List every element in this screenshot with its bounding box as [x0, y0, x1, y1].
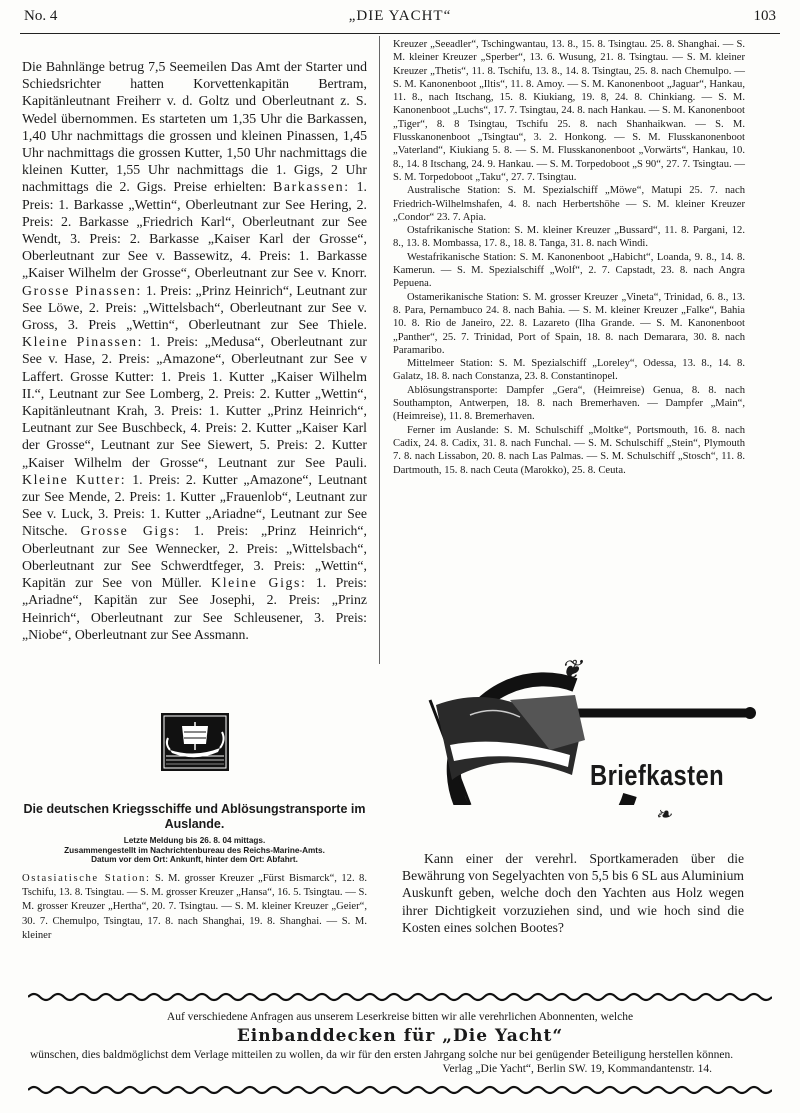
section-heading: Die deutschen Kriegsschiffe und Ablösungstransporte im Auslande.	[23, 802, 366, 831]
class-label: Grosse Gigs:	[80, 523, 181, 539]
station-paragraph: Mittelmeer Station: S. M. Spezialschiff „Loreley“, Odessa, 13. 8., 14. 8. Galatz, 18. 8. nach Constanza, 23. 8. Constantinopel.	[393, 358, 745, 383]
ship-movements	[393, 38, 745, 477]
text-run: S. M. grosser Kreuzer „Fürst Bismarck“, 12. 8. Tschifu, 13. 8. Tsingtau. — S. M. grosser Kreuzer „Hansa“, 16. 5. Tsingtau. — S. M. grosser Kreuzer „Hertha“, 20. 7. Tsingtau. — S. M. kleiner Kreuzer „Geier“, 30. 7. Chemulpo, Tsingtau, 17. 8. nach Shanghai, 19. 8. Shanghai. — S. M. kleiner	[22, 873, 368, 941]
report-meta	[22, 836, 367, 865]
station-paragraph: Westafrikanische Station: S. M. Kanonenboot „Habicht“, Loanda, 9. 8., 14. 8. Kamerun. — S. M. Spezialschiff „Wolf“, 2. 7. Capstadt, 23. 8. nach Angra Pepuena.	[393, 251, 745, 290]
ad-intro: Auf verschiedene Anfragen aus unserem Leserkreise bitten wir alle verehrlichen Abonnenten, welche	[166, 1011, 634, 1023]
viking-ship-vignette	[160, 712, 230, 772]
station-paragraph	[22, 872, 367, 943]
station-paragraph: Australische Station: S. M. Spezialschiff „Möwe“, Matupi 25. 7. nach Friedrich-Wilhelmshafen, 4. 8. nach Herbertshöhe — S. M. kleiner Kreuzer „Condor“ 23. 7. Apia.	[393, 185, 745, 223]
briefkasten-title: Briefkasten	[590, 760, 725, 792]
station-paragraph: Ostafrikanische Station: S. M. kleiner Kreuzer „Bussard“, 11. 8. Pargani, 12. 8., 13. 8. Mombassa, 17. 8., 18. 8. Tanga, 31. 8. nach Windi.	[393, 225, 745, 250]
page-number: 103	[753, 8, 776, 24]
column-divider	[379, 36, 380, 664]
header-rule	[20, 33, 780, 34]
text-run: 1. Preis: „Ariadne“, Kapitän zur See Josephi, 2. Preis: „Prinz Heinrich“, Oberleutnant zur See Schleusener, 3. Preis: „Niobe“, Oberleutnant zur See Assmann.	[22, 575, 367, 642]
station-paragraph: Kreuzer „Seeadler“, Tschingwantau, 13. 8., 15. 8. Tsingtau. 25. 8. Shanghai. — S. M. kleiner Kreuzer „Sperber“, 13. 6. Wusung, 21. 8. Tsingtau. — S. M. kleiner Kreuzer „Thetis“, 11. 8. Tschifu, 13. 8., 14. 8. Tsingtau, 25. 8. nach Chemulpo. — S. M. Kanonenboot „Iltis“, 11. 8. Amoy. — S. M. Kanonenboot „Jaguar“, Hankau, 11. 8., nach Itschang, 15. 8. Kiukiang, 19. 8, 24. 8. Chinkiang. — S. M. Kanonenboot „Luchs“, 17. 7. Tsingtau, 24. 8. nach Hankau. — S. M. Kanonenboot „Tiger“, 8. 8 Tsingtau, Tschifu 25. 8. nach Shanhaikwan. — S. M. Flusskanonenboot „Tsingtau“, 3. 2. Honkong. — S. M. Flusskanonenboot „Vaterland“, Kiukiang 5. 8. — S. M. Flusskanonenboot „Vorwärts“, Hankau, 10. 8., 14. 8 Itschang, 24. 9. Hankau. — S. M. Torpedoboot „S 90“, 27. 7. Tsingtau. — S. M. Torpedoboot „Taku“, 27. 7. Tsingtau.	[393, 39, 745, 183]
wave-divider	[28, 1083, 772, 1097]
issue-number: No. 4	[24, 8, 58, 24]
page-header	[24, 8, 776, 30]
station-label: Ostasiatische Station:	[22, 873, 151, 884]
text-run: Die Bahnlänge betrug 7,5 Seemeilen Das Amt der Starter und Schiedsrichter hatten Korvettenkapitän Bertram, Kapitänleutnant Freiherr v. d. Goltz und Oberleutnant z. S. Wedel übernommen. Es starteten um 1,35 Uhr die Barkassen, 1,40 Uhr nachmittags die grossen und kleinen Pinassen, 1,45 Uhr nachmittags die grossen Kutter, 1,50 Uhr nachmittags die kleinen Kutter, 1,55 Uhr nachmittags die 1. Gigs, 2 Uhr nachmittags die 2. Gigs. Preise erhielten:	[22, 59, 367, 195]
text-run: 1. Preis: „Medusa“, Oberleutnant zur See v. Hase, 2. Preis: „Amazone“, Oberleutnant zur See v Laffert. Grosse Kutter: 1. Preis 1. Kutter „Kaiser Wilhelm II.“, Leutnant zur See Lomberg, 2. Preis: 2. Kutter „Wettin“, Kapitänleutnant Krah, 3. Preis: 1. Kutter „Prinz Heinrich“, Leutnant zur See Buschbeck, 4. Preis: 2. Kutter „Kaiser Karl der Grosse“, Leutnant zur See Siewert, 5. Preis: 2. Kutter „Kaiser Wilhelm der Grosse“, Leutnant zur See Pauli.	[22, 334, 367, 470]
wave-divider	[28, 990, 772, 1004]
class-label: Barkassen:	[273, 179, 350, 195]
question-text: Kann einer der verehrl. Sportkameraden über die Bewährung von Segelyachten von 5,5 bis 6 SL aus Aluminium Auskunft geben, welche doch den Yachten aus Holz wegen ihrer Dichtigkeit vorzuziehen sind, und wie hoch sind die Kosten eines solchen Bootes?	[402, 851, 744, 935]
ornament-icon: ❦	[560, 655, 582, 684]
ad-body	[30, 1048, 770, 1063]
journal-title: „DIE YACHT“	[348, 8, 452, 24]
text-run: 1. Preis: „Prinz Heinrich“, Oberleutnant zur See Wennecker, 2. Preis: „Wittelsbach“, Oberleutnant zur See Schwerdtfeger, 3. Preis: „Wettin“, Kapitän zur See von Müller.	[22, 523, 367, 591]
station-paragraph: Ostamerikanische Station: S. M. grosser Kreuzer „Vineta“, Trinidad, 6. 8., 13. 8. Para, Pernambuco 24. 8. nach Bahia. — S. M. kleiner Kreuzer „Falke“, Bahia 10. 8. Rio de Janeiro, 22. 8. Lazareto (Ilha Grande. — S. M. Kanonenboot „Panther“, 25. 7. Trinidad, Port of Spain, 18. 8. nach Demarara, 30. 8. nach Paramaribo.	[393, 291, 745, 356]
text-run: 1. Preis: „Prinz Heinrich“, Leutnant zur See Löwe, 2. Preis: „Wittelsbach“, Oberleutnant zur See v. Gross, 3. Preis „Wettin“, Oberleutnant zur See Thiele.	[22, 282, 367, 333]
meta-line: Zusammengestellt im Nachrichtenbureau des Reichs-Marine-Amts.	[64, 845, 325, 855]
station-paragraph: Ferner im Auslande: S. M. Schulschiff „Moltke“, Portsmouth, 16. 8. nach Cadix, 24. 8. Cadix, 31. 8. nach Funchal. — S. M. Schulschiff „Stein“, Plymouth 7. 8. nach Lissabon, 20. 8. nach Las Palmas. — S. M. Schulschiff „Stosch“, 11. 8. Dartmouth, 15. 8. nach Ceuta (Marokko), 25. 8. Ceuta.	[393, 424, 745, 476]
publisher-address: Verlag „Die Yacht“, Berlin SW. 19, Kommandantenstr. 14.	[442, 1063, 712, 1075]
class-label: Kleine Kutter:	[22, 471, 127, 487]
class-label: Kleine Pinassen:	[22, 334, 144, 350]
ad-title: Einbanddecken für „Die Yacht“	[236, 1026, 564, 1046]
meta-line: Datum vor dem Ort: Ankunft, hinter dem Ort: Abfahrt.	[91, 855, 298, 865]
text-run: 1. Preis: 1. Barkasse „Wettin“, Oberleutnant zur See Hering, 2. Preis: 2. Barkasse „Friedrich Karl“, Oberleutnant zur See Wendt, 3. Preis: 2. Barkasse „Kaiser Karl der Grosse“, Oberleutnant zur See v. Bassewitz, 4. Preis: 1. Barkasse „Kaiser Wilhelm der Grosse“, Oberleutnant zur See v. Knorr.	[22, 179, 367, 281]
asia-station-report	[22, 872, 367, 943]
class-label: Grosse Pinassen:	[22, 282, 142, 298]
ad-text: wünschen, dies baldmöglichst dem Verlage mitteilen zu wollen, da wir für den ersten Jahrgang solche nur bei genügender Beteiligung herstellen können.	[30, 1049, 734, 1061]
meta-line: Letzte Meldung bis 26. 8. 04 mittags.	[123, 836, 266, 845]
class-label: Kleine Gigs:	[211, 575, 307, 591]
regatta-paragraph	[22, 58, 367, 643]
text-run: 1. Preis: 2. Kutter „Amazone“, Leutnant zur See Mende, 2. Preis: 1. Kutter „Frauenlob“, Leutnant zur See v. Luck, 3. Preis: 1. Kutter „Ariadne“, Leutnant zur See Nitsche.	[22, 471, 367, 539]
regatta-results	[22, 58, 367, 643]
station-paragraph: Ablösungstransporte: Dampfer „Gera“, (Heimreise) Genua, 8. 8. nach Southampton, Antwerpen, 18. 8. nach Bremerhaven. — Dampfer „Main“, (Heimreise), 11. 8. Bremerhaven.	[393, 384, 745, 423]
ornament-icon: ❧	[655, 804, 672, 826]
reader-question	[402, 850, 744, 936]
